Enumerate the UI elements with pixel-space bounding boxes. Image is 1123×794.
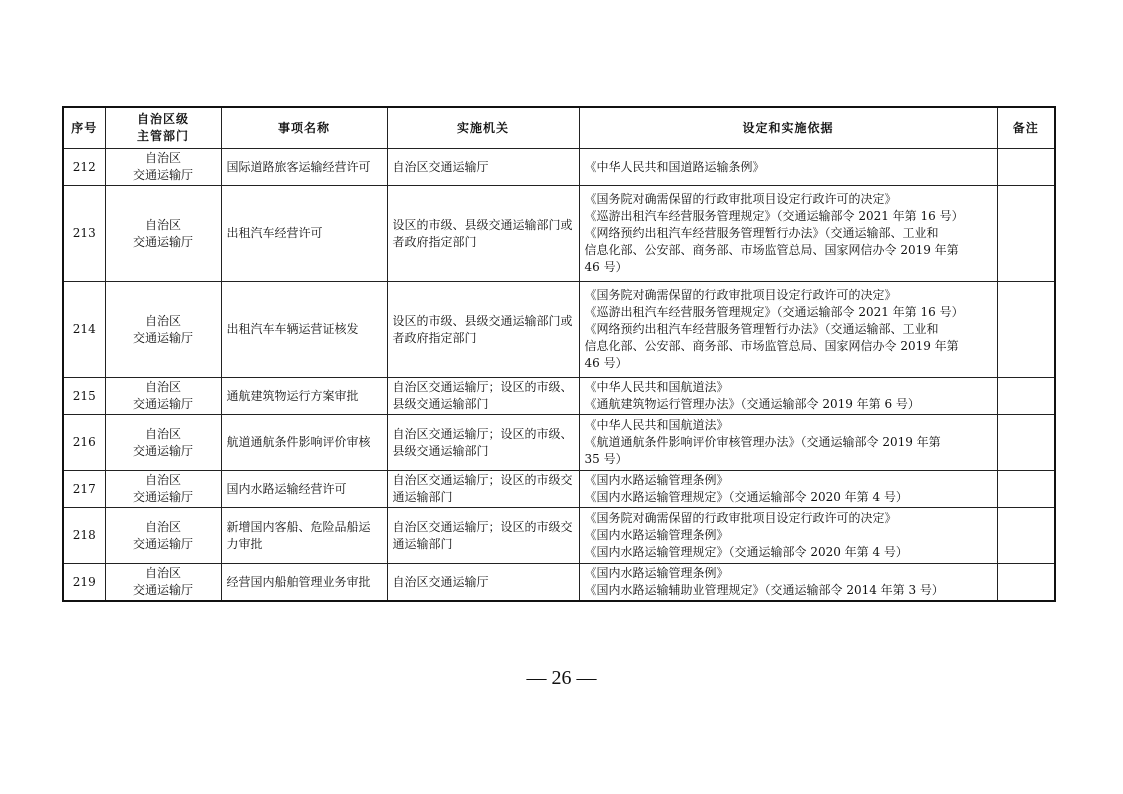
- table-row: [63, 149, 1055, 186]
- item-name-text: 出租汽车车辆运营证核发: [226, 322, 359, 336]
- basis-line: 《国内水路运输辅助业管理规定》（交通运输部令 2014 年第 3 号）: [584, 583, 944, 597]
- cell-note: [997, 149, 1055, 186]
- item-name-text: 经营国内船舶管理业务审批: [226, 574, 371, 589]
- header-org: 实施机关: [387, 107, 579, 149]
- basis-line: 《国内水路运输管理规定》（交通运输部令 2020 年第 4 号）: [584, 490, 908, 504]
- basis-line: 35 号）: [584, 452, 628, 466]
- org-text: 设区的市级、县级交通运输部门或者政府指定部门: [392, 313, 573, 345]
- table-row: [63, 186, 1055, 282]
- dept-line: 交通运输厅: [132, 234, 193, 249]
- cell-basis: [579, 471, 997, 508]
- cell-dept: [105, 508, 221, 564]
- cell-dept: [105, 564, 221, 602]
- cell-num: 215: [63, 378, 105, 415]
- cell-item-name: [221, 186, 387, 282]
- basis-line: 《巡游出租汽车经营服务管理规定》（交通运输部令 2021 年第 16 号）: [584, 305, 964, 319]
- cell-basis: [579, 564, 997, 602]
- basis-line: 《国内水路运输管理条例》: [584, 473, 729, 487]
- basis-line: 《中华人民共和国航道法》: [584, 380, 729, 394]
- cell-dept: [105, 282, 221, 378]
- basis-line: 46 号）: [584, 356, 628, 370]
- dept-line: 自治区: [144, 566, 181, 580]
- dept-line: 自治区: [144, 473, 181, 487]
- cell-note: [997, 186, 1055, 282]
- cell-note: [997, 378, 1055, 415]
- header-name: 事项名称: [221, 107, 387, 149]
- basis-line: 《中华人民共和国航道法》: [584, 418, 729, 432]
- cell-num: 217: [63, 471, 105, 508]
- table-row: [63, 508, 1055, 564]
- dept-line: 自治区: [144, 426, 181, 441]
- item-name-text: 新增国内客船、危险品船运力审批: [226, 519, 371, 551]
- cell-dept: [105, 415, 221, 471]
- cell-basis: [579, 415, 997, 471]
- org-text: 自治区交通运输厅；设区的市级交通运输部门: [392, 519, 573, 551]
- cell-num: 214: [63, 282, 105, 378]
- cell-dept: [105, 471, 221, 508]
- dept-line: 交通运输厅: [132, 536, 193, 551]
- dept-line: 交通运输厅: [132, 330, 193, 345]
- basis-line: 《国内水路运输管理条例》: [584, 566, 729, 580]
- basis-line: 46 号）: [584, 260, 628, 274]
- page-number: — 26 —: [526, 667, 597, 689]
- basis-line: 《国务院对确需保留的行政审批项目设定行政许可的决定》: [584, 192, 897, 206]
- cell-org: [387, 282, 579, 378]
- basis-line: 《巡游出租汽车经营服务管理规定》（交通运输部令 2021 年第 16 号）: [584, 209, 964, 223]
- cell-item-name: [221, 378, 387, 415]
- cell-num: 212: [63, 149, 105, 186]
- cell-basis: [579, 282, 997, 378]
- dept-line: 自治区: [144, 380, 181, 394]
- dept-line: 交通运输厅: [132, 583, 193, 597]
- cell-note: [997, 282, 1055, 378]
- dept-line: 交通运输厅: [132, 168, 193, 182]
- table-row: [63, 471, 1055, 508]
- table-header-row: [63, 107, 1055, 149]
- cell-num: 216: [63, 415, 105, 471]
- item-name-text: 航道通航条件影响评价审核: [226, 435, 371, 449]
- dept-line: 自治区: [144, 519, 181, 534]
- cell-dept: [105, 378, 221, 415]
- org-text: 自治区交通运输厅；设区的市级交通运输部门: [392, 473, 573, 504]
- cell-note: [997, 508, 1055, 564]
- cell-basis: [579, 378, 997, 415]
- basis-line: 《国内水路运输管理规定》（交通运输部令 2020 年第 4 号）: [584, 545, 908, 559]
- permit-table: [62, 106, 1056, 602]
- org-text: 设区的市级、县级交通运输部门或者政府指定部门: [392, 217, 573, 249]
- cell-dept: [105, 186, 221, 282]
- cell-org: [387, 149, 579, 186]
- org-text: 自治区交通运输厅: [392, 574, 489, 589]
- dept-line: 自治区: [144, 313, 181, 328]
- item-name-text: 国际道路旅客运输经营许可: [226, 159, 371, 174]
- basis-line: 《中华人民共和国道路运输条例》: [584, 159, 765, 174]
- cell-org: [387, 564, 579, 602]
- basis-line: 信息化部、公安部、商务部、市场监管总局、国家网信办令 2019 年第: [584, 243, 959, 257]
- dept-line: 交通运输厅: [132, 397, 193, 411]
- cell-num: 219: [63, 564, 105, 602]
- table-row: [63, 282, 1055, 378]
- header-dept: [105, 107, 221, 149]
- basis-line: 《国务院对确需保留的行政审批项目设定行政许可的决定》: [584, 288, 897, 302]
- header-basis: 设定和实施依据: [579, 107, 997, 149]
- org-text: 自治区交通运输厅；设区的市级、县级交通运输部门: [392, 426, 573, 458]
- cell-org: [387, 378, 579, 415]
- cell-item-name: [221, 415, 387, 471]
- dept-line: 交通运输厅: [132, 490, 193, 504]
- header-num: 序号: [63, 107, 105, 149]
- item-name-text: 出租汽车经营许可: [226, 226, 323, 240]
- cell-item-name: [221, 471, 387, 508]
- cell-note: [997, 415, 1055, 471]
- basis-line: 信息化部、公安部、商务部、市场监管总局、国家网信办令 2019 年第: [584, 339, 959, 353]
- item-name-text: 通航建筑物运行方案审批: [226, 388, 359, 403]
- dept-line: 自治区: [144, 151, 181, 165]
- dept-line: 自治区: [144, 217, 181, 232]
- cell-item-name: [221, 508, 387, 564]
- cell-item-name: [221, 149, 387, 186]
- table-row: [63, 564, 1055, 602]
- cell-basis: [579, 508, 997, 564]
- table-row: [63, 415, 1055, 471]
- header-dept-line1: 自治区级: [136, 112, 189, 126]
- cell-item-name: [221, 282, 387, 378]
- cell-note: [997, 564, 1055, 602]
- cell-note: [997, 471, 1055, 508]
- basis-line: 《通航建筑物运行管理办法》（交通运输部令 2019 年第 6 号）: [584, 397, 920, 411]
- basis-line: 《网络预约出租汽车经营服务管理暂行办法》（交通运输部、工业和: [584, 226, 939, 240]
- basis-line: 《国务院对确需保留的行政审批项目设定行政许可的决定》: [584, 511, 897, 525]
- org-text: 自治区交通运输厅: [392, 159, 489, 174]
- cell-basis: [579, 149, 997, 186]
- basis-line: 《网络预约出租汽车经营服务管理暂行办法》（交通运输部、工业和: [584, 322, 939, 336]
- header-note: 备注: [997, 107, 1055, 149]
- cell-org: [387, 186, 579, 282]
- cell-basis: [579, 186, 997, 282]
- cell-org: [387, 508, 579, 564]
- cell-org: [387, 471, 579, 508]
- header-dept-line2: 主管部门: [136, 129, 189, 143]
- dept-line: 交通运输厅: [132, 443, 193, 458]
- cell-num: 218: [63, 508, 105, 564]
- cell-num: 213: [63, 186, 105, 282]
- org-text: 自治区交通运输厅；设区的市级、县级交通运输部门: [392, 380, 573, 411]
- table-body: [63, 149, 1055, 602]
- cell-dept: [105, 149, 221, 186]
- basis-line: 《航道通航条件影响评价审核管理办法》（交通运输部令 2019 年第: [584, 435, 941, 449]
- table-row: [63, 378, 1055, 415]
- cell-org: [387, 415, 579, 471]
- item-name-text: 国内水路运输经营许可: [226, 481, 347, 496]
- basis-line: 《国内水路运输管理条例》: [584, 528, 729, 542]
- cell-item-name: [221, 564, 387, 602]
